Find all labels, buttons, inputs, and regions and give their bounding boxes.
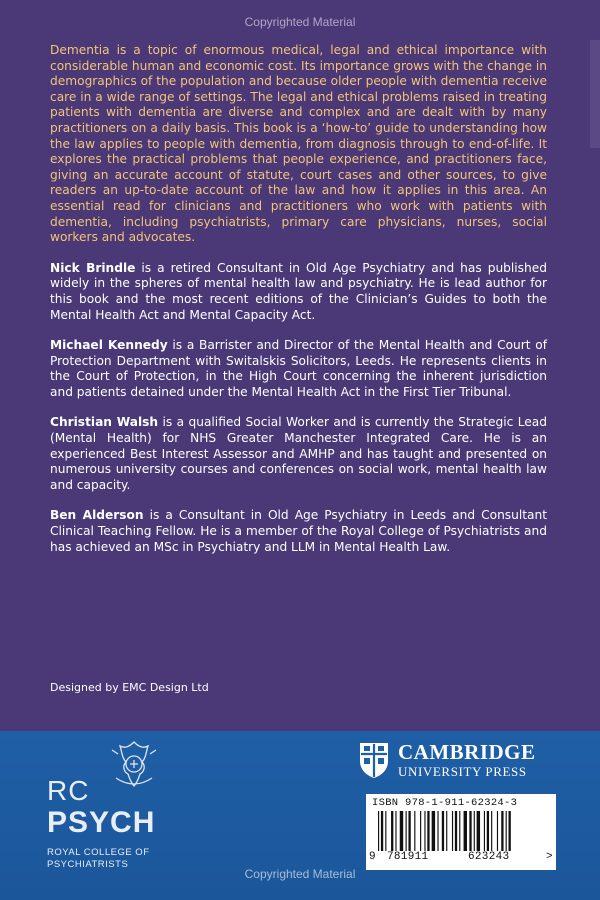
barcode-bar <box>378 811 379 851</box>
barcode-bar <box>391 811 393 851</box>
author-name: Nick Brindle <box>50 260 136 275</box>
barcode-bar <box>464 811 467 851</box>
isbn-label: ISBN 978-1-911-62324-3 <box>372 797 518 809</box>
barcode-lead-digit: 9 <box>369 851 376 863</box>
barcode-bar <box>506 811 507 851</box>
author-description: is a retired Consultant in Old Age Psychiatry and has published widely in the spheres of mental health law and psychiatry. He is lead author for this book and the most recent editions of the Clinician’s Guides to both the Mental Health Act and Mental Capacity Act. <box>50 260 547 322</box>
author-name: Christian Walsh <box>50 415 159 430</box>
barcode-bar <box>414 811 415 851</box>
author-bio-brindle <box>50 261 547 323</box>
copyright-watermark-top: Copyrighted Material <box>244 15 356 29</box>
barcode-digits-left: 781911 <box>387 851 429 863</box>
barcode-bar <box>474 811 475 851</box>
author-name: Ben Alderson <box>50 508 144 523</box>
barcode-bar <box>381 811 383 851</box>
barcode-bar <box>408 811 410 851</box>
page-edge-strip <box>590 40 600 148</box>
barcode-bar <box>501 811 503 851</box>
copyright-watermark-bottom: Copyrighted Material <box>244 867 356 881</box>
barcode-bar <box>469 811 471 851</box>
barcode-bar <box>395 811 396 851</box>
rcpsych-logo-line4: PSYCHIATRISTS <box>47 859 129 870</box>
barcode-bar <box>427 811 429 851</box>
barcode-icon <box>378 811 548 853</box>
barcode-bar <box>437 811 438 851</box>
barcode-bar <box>442 811 444 851</box>
author-description: is a qualified Social Worker and is currently the Strategic Lead (Mental Health) for NHS Greater Manchester Integrated Care. He is an experienced Best Interest Assessor and AMHP and has taught and presented on numerous university courses and conferences on social work, mental health law and capacity. <box>50 415 547 492</box>
barcode-bar <box>406 811 407 851</box>
barcode-bar <box>484 811 485 851</box>
barcode-bar <box>491 811 492 851</box>
barcode-bar <box>459 811 460 851</box>
cambridge-shield-icon <box>358 741 390 779</box>
barcode-bar <box>400 811 403 851</box>
barcode-bar <box>452 811 453 851</box>
barcode-bar <box>446 811 447 851</box>
author-bio-kennedy <box>50 338 547 400</box>
barcode-bar <box>385 811 386 851</box>
barcode-bar <box>420 811 421 851</box>
author-name: Michael Kennedy <box>50 338 168 353</box>
publisher-name: CAMBRIDGE <box>398 740 536 764</box>
design-credit: Designed by EMC Design Ltd <box>50 681 209 694</box>
barcode-bar <box>487 811 489 851</box>
barcode-bar <box>455 811 457 851</box>
rcpsych-logo-rc: RC <box>47 775 90 806</box>
barcode-bar <box>424 811 425 851</box>
barcode-bar <box>477 811 480 851</box>
barcode-arrow: > <box>546 851 553 863</box>
rcpsych-crest-icon <box>108 738 160 790</box>
author-description: is a Barrister and Director of the Mental Health and Court of Protection Department with Switalskis Solicitors, Leeds. He represents clients in the Court of Protection, in the High Court concerning the inherent jurisdiction and patients detained under the Mental Health Act in the First Tier Tribunal. <box>50 338 547 399</box>
author-bio-walsh <box>50 415 547 493</box>
publisher-subname: UNIVERSITY PRESS <box>398 764 527 779</box>
rcpsych-logo-psych: PSYCH <box>47 806 156 839</box>
barcode-digits-right: 623243 <box>468 851 510 863</box>
barcode-bar <box>432 811 435 851</box>
book-blurb: Dementia is a topic of enormous medical, legal and ethical importance with considerable human and economic cost. Its importance grows with the change in demographics of the population and because older people with dementia receive care in a wide range of settings. The legal and ethical problems raised in treating patients with dementia are diverse and complex and are dealt with by many practitioners on a daily basis. This book is a ‘how-to’ guide to understanding how the law applies to people with dementia, from diagnosis through to end-of-life. It explores the practical problems that people experience, and practitioners face, giving an accurate account of statute, court cases and other sources, to give readers an up-to-date account of the law and how it applies in this area. An essential read for clinicians and practitioners who work with patients with dementia, including psychiatrists, primary care physicians, nurses, social workers and advocates. <box>50 43 547 245</box>
barcode-bar <box>509 811 511 851</box>
back-cover-text <box>50 43 547 570</box>
author-bio-alderson <box>50 508 547 555</box>
rcpsych-logo-line3: ROYAL COLLEGE OF <box>47 847 150 858</box>
barcode-bar <box>497 811 498 851</box>
author-description: is a Consultant in Old Age Psychiatry in Leeds and Consultant Clinical Teaching Fellow. He is a member of the Royal College of Psychiatrists and has achieved an MSc in Psychiatry and LLM in Mental Health Law. <box>50 508 548 554</box>
